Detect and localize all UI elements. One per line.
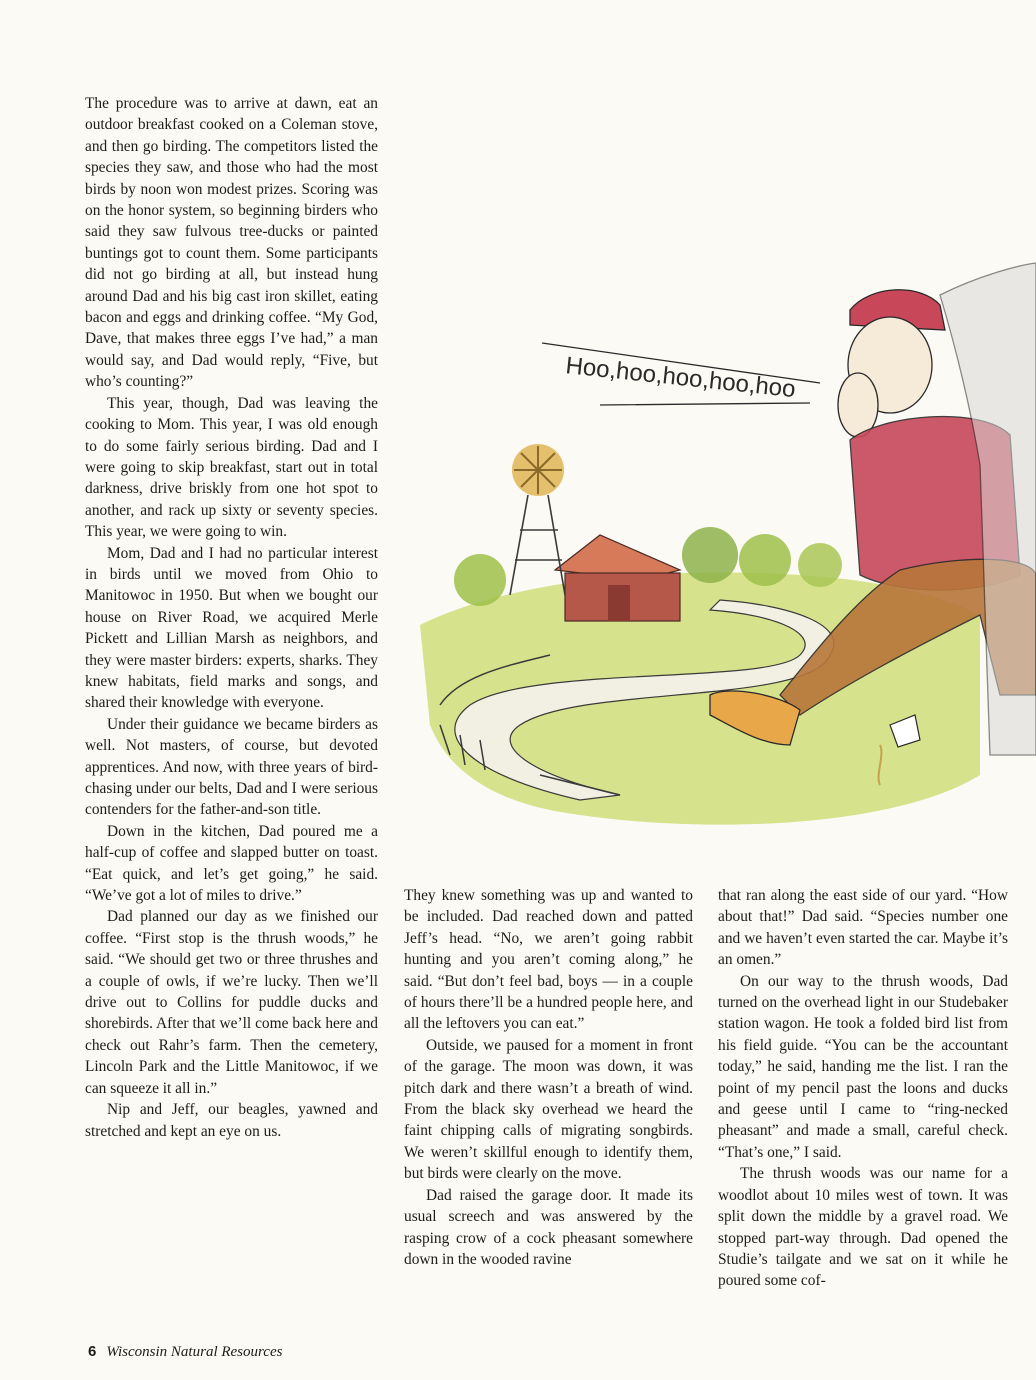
paragraph: that ran along the east side of our yard. “How about that!” Dad said. “Species number one and we haven’t even started the car. Maybe it’s an omen.”	[718, 887, 1008, 969]
barn-door	[608, 585, 630, 621]
windmill-wheel	[512, 444, 564, 496]
paragraph: Dad raised the garage door. It made its usual screech and was answered by the rasping crow of a cock pheasant somewhere down in the wooded ravine	[404, 1186, 693, 1268]
paragraph: The procedure was to arrive at dawn, eat an outdoor breakfast cooked on a Coleman stove, and then go birding. The competitors listed the species they saw, and those who had the most birds by noon won modest prizes. Scoring was on the honor system, so beginning birders who said they saw fulvous tree-ducks or painted buntings got to count them. Some participants did not go birding at all, but instead hung around Dad and his big cast iron skillet, eating bacon and eggs and drinking coffee. “My God, Dave, that makes three eggs I’ve had,” a man would say, and Dad would reply, “Five, but who’s counting?”	[85, 95, 378, 391]
man-hand	[838, 373, 878, 437]
text-column-2	[404, 885, 693, 1270]
page-footer	[88, 1343, 282, 1361]
text-column-3	[718, 885, 1008, 1292]
paragraph: Under their guidance we became birders as well. Not masters, of course, but devoted apprentices. And now, with three years of bird-chasing under our belts, Dad and I were serious contenders for the father-and-son title.	[85, 715, 378, 819]
speech-text: Hoo,hoo,hoo,hoo,hoo	[564, 352, 797, 404]
paragraph: Down in the kitchen, Dad poured me a half-cup of coffee and slapped butter on toast. “Eat quick, and let’s get going,” he said. “We’ve got a lot of miles to drive.”	[85, 822, 378, 905]
paragraph: On our way to the thrush woods, Dad turned on the overhead light in our Studebaker station wagon. He took a folded bird list from his field guide. “You can be the accountant today,” he said, handing me the list. I ran the point of my pencil past the loons and ducks and geese until I came to “ring-necked pheasant” and made a small, careful check. “That’s one,” I said.	[718, 972, 1008, 1161]
text-column-1	[85, 93, 378, 1142]
tree	[454, 554, 506, 606]
tree	[798, 543, 842, 587]
tree	[739, 534, 791, 586]
paragraph: The thrush woods was our name for a woodlot about 10 miles west of town. It was split down the middle by a gravel road. We stopped part-way through. Dad opened the Studie’s tailgate and we sat on it while he poured some cof-	[718, 1165, 1008, 1290]
paragraph: Outside, we paused for a moment in front of the garage. The moon was down, it was pitch dark and there wasn’t a breath of wind. From the black sky overhead we heard the faint chipping calls of migrating songbirds. We weren’t skillful enough to identify them, but birds were clearly on the move.	[404, 1036, 693, 1183]
tree	[682, 527, 738, 583]
magazine-name: Wisconsin Natural Resources	[106, 1344, 283, 1360]
windmill-tower	[510, 495, 565, 595]
paragraph: Nip and Jeff, our beagles, yawned and stretched and kept an eye on us.	[85, 1101, 378, 1140]
paragraph: They knew something was up and wanted to be included. Dad reached down and patted Jeff’s head. “No, we aren’t going rabbit hunting and you aren’t coming along,” he said. “But don’t feel bad, boys — in a couple of hours there’ll be a hundred people here, and all the leftovers you can eat.”	[404, 887, 693, 1033]
paragraph: Dad planned our day as we finished our coffee. “First stop is the thrush woods,” he said. “We should get two or three thrushes and a couple of owls, if we’re lucky. Then we’ll drive out to Collins for puddle ducks and shorebirds. After that we’ll come back here and check out Rahr’s farm. Then the cemetery, Lincoln Park and the Little Manitowoc, if we can squeeze it all in.”	[85, 908, 378, 1097]
paragraph: This year, though, Dad was leaving the cooking to Mom. This year, I was old enough to do some fairly serious birding. Dad and I were going to skip breakfast, start out in total darkness, drive briskly from one hot spot to another, and rack up sixty or seventy species. This year, we were going to win.	[85, 394, 378, 541]
paragraph: Mom, Dad and I had no particular interest in birds until we moved from Ohio to Manitowoc in 1950. But when we bought our house on River Road, we acquired Merle Pickett and Lillian Marsh as neighbors, and they were master birders: experts, sharks. They knew habitats, field marks and songs, and shared their knowledge with everyone.	[85, 544, 378, 712]
page-number: 6	[88, 1343, 97, 1360]
illustration-father-calling-owls	[380, 255, 1036, 855]
